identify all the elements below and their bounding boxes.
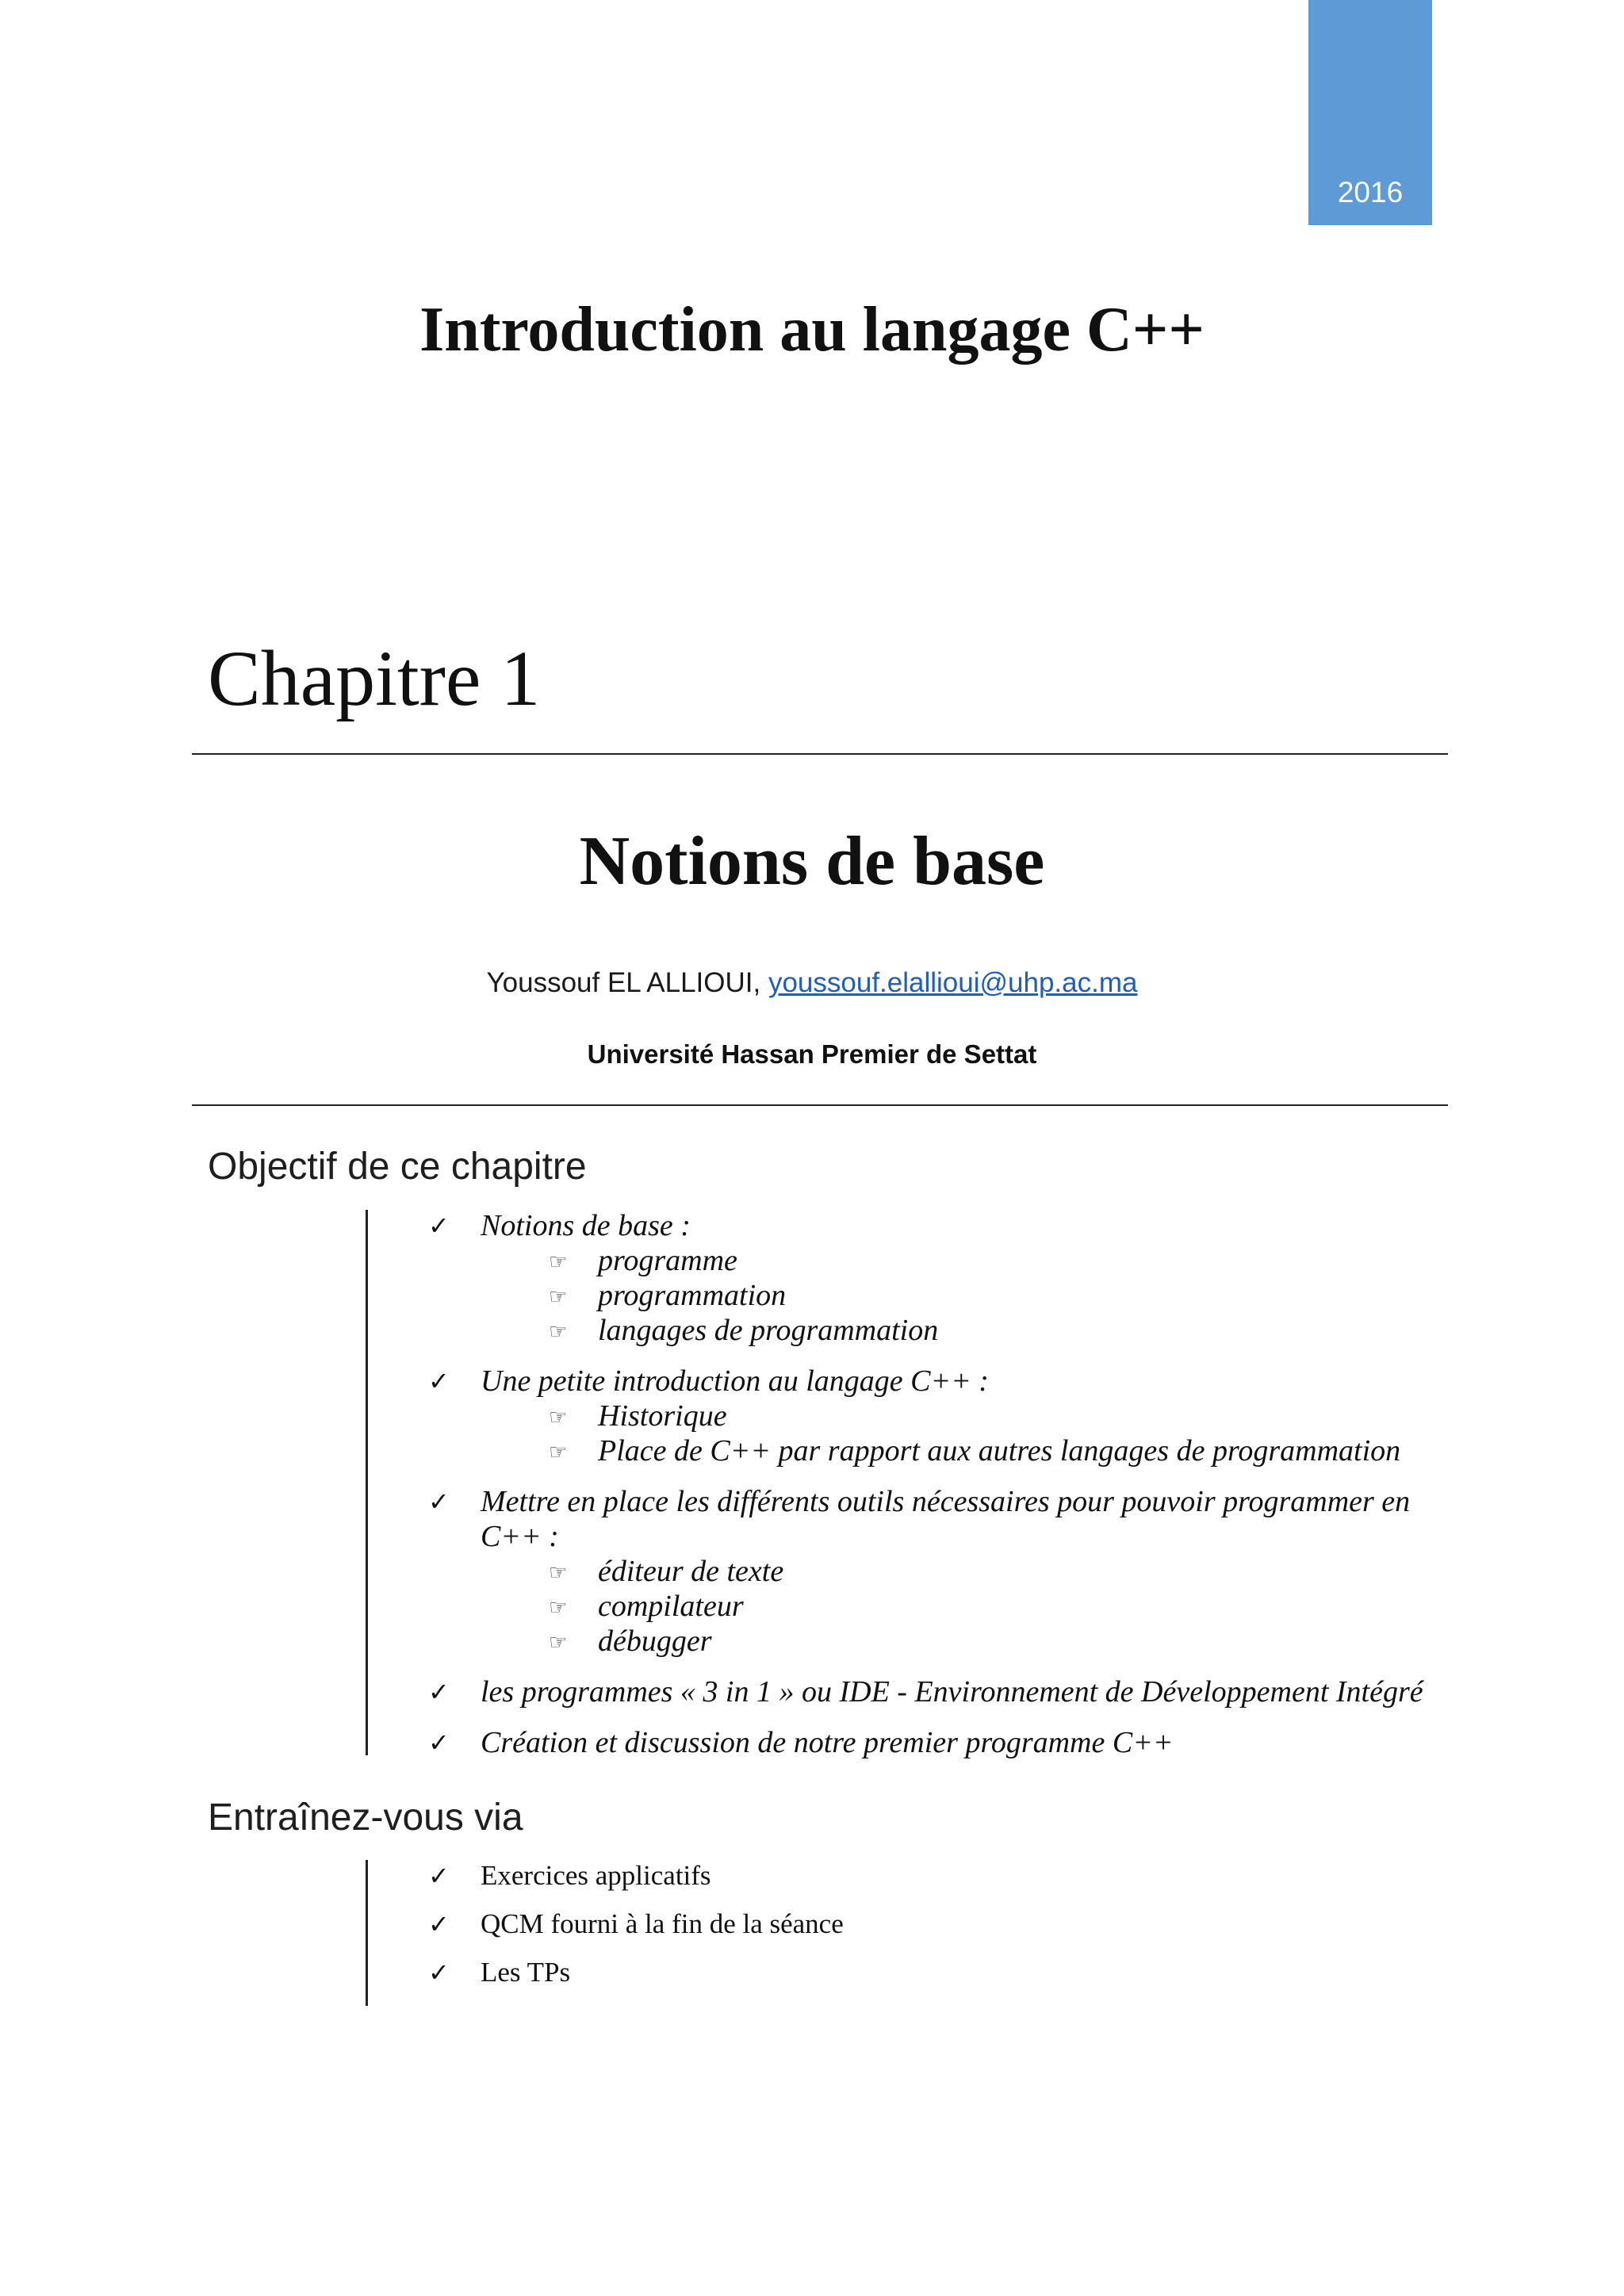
checkmark-icon: ✓ xyxy=(428,1909,450,1939)
training-list xyxy=(428,1858,844,2003)
pointing-hand-icon: ☞ xyxy=(549,1406,568,1429)
objective-subitem xyxy=(481,1624,1469,1659)
author-line xyxy=(0,966,1624,1001)
pointing-hand-icon: ☞ xyxy=(549,1250,568,1274)
objective-text: les programmes « 3 in 1 » ou IDE - Environnement de Développement Intégré xyxy=(481,1675,1423,1709)
objective-item xyxy=(428,1208,1469,1348)
training-item xyxy=(428,1907,844,1942)
training-sidebar-rule xyxy=(366,1860,368,2006)
pointing-hand-icon: ☞ xyxy=(549,1561,568,1585)
year-badge xyxy=(1308,0,1432,225)
pointing-hand-icon: ☞ xyxy=(549,1320,568,1344)
objective-subitem xyxy=(481,1278,1469,1313)
objective-subitem-text: éditeur de texte xyxy=(598,1555,784,1588)
pointing-hand-icon: ☞ xyxy=(549,1596,568,1620)
objective-subitem-text: compilateur xyxy=(598,1590,744,1623)
author-name: Youssouf EL ALLIOUI, xyxy=(486,967,761,998)
checkmark-icon: ✓ xyxy=(428,1487,450,1517)
objectives-list xyxy=(428,1208,1469,1776)
chapter-divider-top xyxy=(192,753,1448,755)
year-label: 2016 xyxy=(1337,176,1404,209)
pointing-hand-icon: ☞ xyxy=(549,1631,568,1655)
objectives-sidebar-rule xyxy=(366,1210,368,1755)
objective-subitem xyxy=(481,1433,1469,1468)
training-text: Les TPs xyxy=(481,1957,571,1988)
objective-subitem xyxy=(481,1399,1469,1433)
objective-subitem xyxy=(481,1554,1469,1589)
objective-item xyxy=(428,1364,1469,1468)
chapter-divider-bottom xyxy=(192,1104,1448,1106)
checkmark-icon: ✓ xyxy=(428,1366,450,1396)
objective-subitem xyxy=(481,1243,1469,1278)
training-item xyxy=(428,1858,844,1893)
objective-text: Une petite introduction au langage C++ : xyxy=(481,1364,989,1398)
document-title: Introduction au langage C++ xyxy=(419,295,1205,365)
objective-subitem-text: Place de C++ par rapport aux autres langages de programmation xyxy=(598,1434,1401,1468)
objective-subitem-text: débugger xyxy=(598,1624,712,1658)
objective-subitem xyxy=(481,1313,1469,1348)
checkmark-icon: ✓ xyxy=(428,1957,450,1988)
objective-item xyxy=(428,1674,1469,1709)
author-email-link[interactable]: youssouf.elallioui@uhp.ac.ma xyxy=(768,967,1138,998)
objective-item xyxy=(428,1484,1469,1659)
checkmark-icon: ✓ xyxy=(428,1211,450,1241)
university-name: Université Hassan Premier de Settat xyxy=(587,1039,1037,1069)
objectives-heading: Objectif de ce chapitre xyxy=(208,1146,587,1188)
pointing-hand-icon: ☞ xyxy=(549,1285,568,1309)
objective-subitem-text: programmation xyxy=(598,1279,787,1312)
objective-text: Création et discussion de notre premier programme C++ xyxy=(481,1726,1174,1759)
objective-text: Notions de base : xyxy=(481,1209,691,1242)
checkmark-icon: ✓ xyxy=(428,1861,450,1891)
training-heading: Entraînez-vous via xyxy=(208,1797,523,1839)
chapter-title: Notions de base xyxy=(579,823,1045,900)
training-text: QCM fourni à la fin de la séance xyxy=(481,1908,844,1939)
checkmark-icon: ✓ xyxy=(428,1728,450,1758)
checkmark-icon: ✓ xyxy=(428,1677,450,1707)
pointing-hand-icon: ☞ xyxy=(549,1441,568,1464)
objective-subitem-text: programme xyxy=(598,1244,737,1277)
training-text: Exercices applicatifs xyxy=(481,1860,711,1891)
objective-subitem-text: langages de programmation xyxy=(598,1314,939,1347)
training-item xyxy=(428,1955,844,1990)
chapter-number: Chapitre 1 xyxy=(208,634,541,722)
objective-text: Mettre en place les différents outils nécessaires pour pouvoir programmer en C++ : xyxy=(481,1485,1411,1553)
objective-subitem xyxy=(481,1589,1469,1624)
objective-subitem-text: Historique xyxy=(598,1399,727,1433)
objective-item xyxy=(428,1725,1469,1760)
